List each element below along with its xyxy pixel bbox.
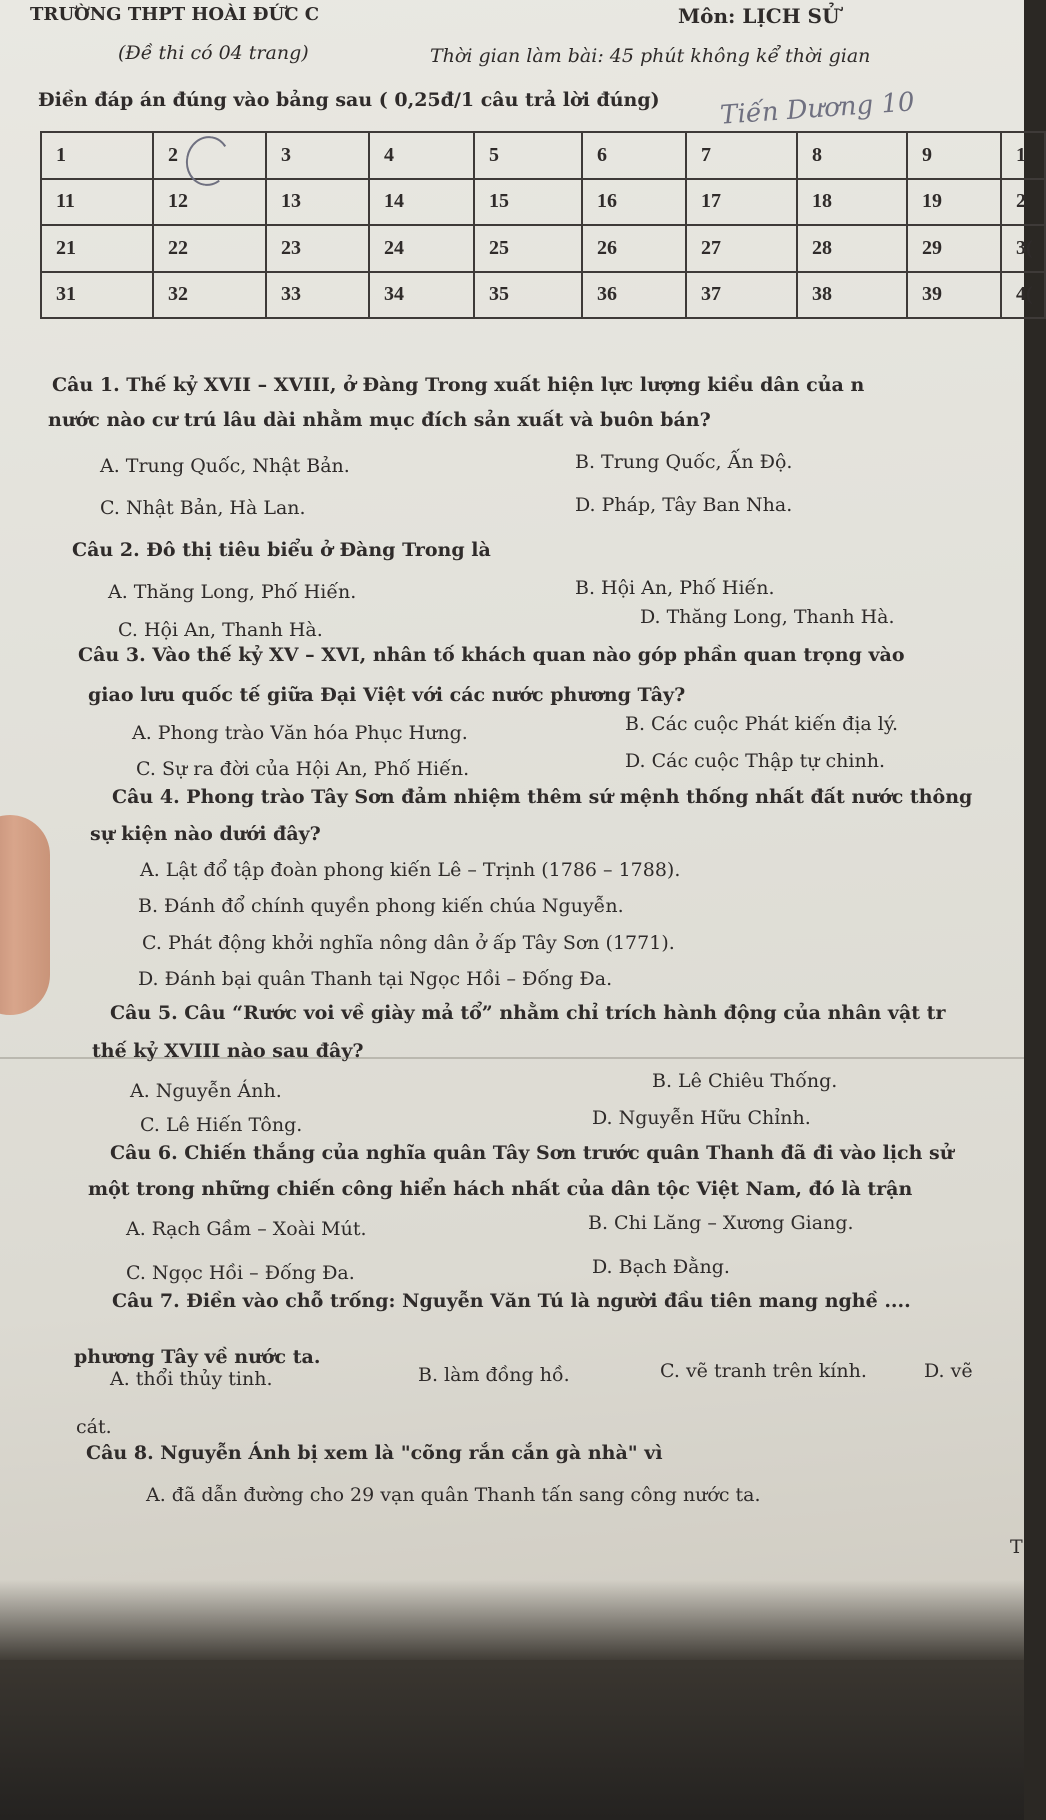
q6-stem-2: một trong những chiến công hiển hách nhất của dân tộc Việt Nam, đó là trận <box>88 1178 913 1200</box>
grid-cell[interactable]: 21 <box>41 225 153 272</box>
q7-option-b: B. làm đồng hồ. <box>418 1364 570 1386</box>
q1-option-d: D. Pháp, Tây Ban Nha. <box>575 494 793 516</box>
grid-row <box>41 179 1045 226</box>
q4-option-c: C. Phát động khởi nghĩa nông dân ở ấp Tây Sơn (1771). <box>142 932 675 954</box>
grid-cell[interactable]: 13 <box>266 179 369 226</box>
grid-cell[interactable]: 39 <box>907 272 1001 319</box>
grid-row <box>41 272 1045 319</box>
pages-note: (Đề thi có 04 trang) <box>118 42 309 64</box>
grid-cell[interactable]: 4 <box>369 132 474 179</box>
grid-cell[interactable]: 9 <box>907 132 1001 179</box>
grid-cell[interactable]: 3 <box>266 132 369 179</box>
q6-option-b: B. Chi Lăng – Xương Giang. <box>588 1212 854 1234</box>
grid-cell[interactable]: 2 <box>1001 179 1045 226</box>
q2-option-b: B. Hội An, Phố Hiến. <box>575 577 775 599</box>
q6-option-d: D. Bạch Đằng. <box>592 1256 730 1278</box>
grid-cell[interactable]: 16 <box>582 179 686 226</box>
grid-cell[interactable]: 8 <box>797 132 907 179</box>
q2-option-c: C. Hội An, Thanh Hà. <box>118 619 323 641</box>
q1-option-c: C. Nhật Bản, Hà Lan. <box>100 497 306 519</box>
page-fragment: T <box>1010 1536 1023 1558</box>
grid-cell[interactable]: 5 <box>474 132 582 179</box>
q8-stem-1: Câu 8. Nguyễn Ánh bị xem là "cõng rắn cắn gà nhà" vì <box>86 1442 663 1464</box>
grid-cell[interactable]: 33 <box>266 272 369 319</box>
q5-option-a: A. Nguyễn Ánh. <box>130 1080 282 1102</box>
grid-cell[interactable]: 2 <box>153 132 266 179</box>
q4-option-a: A. Lật đổ tập đoàn phong kiến Lê – Trịnh (1786 – 1788). <box>140 859 681 881</box>
q1-option-a: A. Trung Quốc, Nhật Bản. <box>100 455 350 477</box>
q8-option-a: A. đã dẫn đường cho 29 vạn quân Thanh tấn sang công nước ta. <box>146 1484 761 1506</box>
grid-cell[interactable]: 38 <box>797 272 907 319</box>
q3-option-b: B. Các cuộc Phát kiến địa lý. <box>625 713 899 735</box>
grid-cell[interactable]: 28 <box>797 225 907 272</box>
q7-option-a: A. thổi thủy tinh. <box>110 1368 273 1390</box>
grid-cell[interactable]: 4( <box>1001 272 1045 319</box>
q4-option-b: B. Đánh đổ chính quyền phong kiến chúa Nguyễn. <box>138 895 624 917</box>
grid-cell[interactable]: 24 <box>369 225 474 272</box>
grid-cell[interactable]: 37 <box>686 272 797 319</box>
q5-stem-2: thế kỷ XVIII nào sau đây? <box>92 1040 364 1062</box>
q3-option-d: D. Các cuộc Thập tự chinh. <box>625 750 885 772</box>
q4-stem-2: sự kiện nào dưới đây? <box>90 823 321 845</box>
q5-option-d: D. Nguyễn Hữu Chỉnh. <box>592 1107 811 1129</box>
grid-cell[interactable]: 11 <box>41 179 153 226</box>
q3-stem-2: giao lưu quốc tế giữa Đại Việt với các nước phương Tây? <box>88 684 686 706</box>
grid-cell[interactable]: 17 <box>686 179 797 226</box>
grid-cell[interactable]: 29 <box>907 225 1001 272</box>
q7-stem-1: Câu 7. Điền vào chỗ trống: Nguyễn Văn Tú là người đầu tiên mang nghề .... <box>112 1290 911 1312</box>
q4-option-d: D. Đánh bại quân Thanh tại Ngọc Hồi – Đống Đa. <box>138 968 613 990</box>
q7-option-d-cont: cát. <box>76 1416 112 1438</box>
handwritten-name: Tiến Dương 10 <box>719 87 916 131</box>
grid-cell[interactable]: 7 <box>686 132 797 179</box>
grid-cell[interactable]: 18 <box>797 179 907 226</box>
q6-option-c: C. Ngọc Hồi – Đống Đa. <box>126 1262 355 1284</box>
q5-option-b: B. Lê Chiêu Thống. <box>652 1070 838 1092</box>
grid-cell[interactable]: 34 <box>369 272 474 319</box>
grid-cell[interactable]: 36 <box>582 272 686 319</box>
q2-stem-1: Câu 2. Đô thị tiêu biểu ở Đàng Trong là <box>72 539 491 561</box>
grid-cell[interactable]: 1 <box>41 132 153 179</box>
grid-cell[interactable]: 23 <box>266 225 369 272</box>
q1-stem-2: nước nào cư trú lâu dài nhằm mục đích sản xuất và buôn bán? <box>48 409 711 431</box>
grid-cell[interactable]: 1 <box>1001 132 1045 179</box>
grid-cell[interactable]: 27 <box>686 225 797 272</box>
q3-option-a: A. Phong trào Văn hóa Phục Hưng. <box>132 722 468 744</box>
grid-cell[interactable]: 25 <box>474 225 582 272</box>
grid-cell[interactable]: 35 <box>474 272 582 319</box>
q2-option-a: A. Thăng Long, Phố Hiến. <box>108 581 357 603</box>
grid-cell[interactable]: 6 <box>582 132 686 179</box>
q1-stem-1: Câu 1. Thế kỷ XVII – XVIII, ở Đàng Trong xuất hiện lực lượng kiều dân của n <box>52 374 865 396</box>
q3-option-c: C. Sự ra đời của Hội An, Phố Hiến. <box>136 758 470 780</box>
grid-cell[interactable]: 14 <box>369 179 474 226</box>
q1-option-b: B. Trung Quốc, Ấn Độ. <box>575 451 793 473</box>
grid-cell[interactable]: 15 <box>474 179 582 226</box>
time-note: Thời gian làm bài: 45 phút không kể thời gian <box>430 45 871 67</box>
grid-row <box>41 225 1045 272</box>
grid-cell[interactable]: 31 <box>41 272 153 319</box>
q6-option-a: A. Rạch Gầm – Xoài Mút. <box>126 1218 367 1240</box>
subject-title: Môn: LỊCH SỬ <box>678 4 840 28</box>
grid-cell[interactable]: 32 <box>153 272 266 319</box>
q6-stem-1: Câu 6. Chiến thắng của nghĩa quân Tây Sơn trước quân Thanh đã đi vào lịch sử <box>110 1142 954 1164</box>
instruction: Điền đáp án đúng vào bảng sau ( 0,25đ/1 câu trả lời đúng) <box>38 89 660 111</box>
background-desk <box>0 1580 1024 1820</box>
school-name: TRƯỜNG THPT HOÀI ĐỨC C <box>30 4 320 25</box>
grid-cell[interactable]: 22 <box>153 225 266 272</box>
q4-stem-1: Câu 4. Phong trào Tây Sơn đảm nhiệm thêm sứ mệnh thống nhất đất nước thông <box>112 786 973 808</box>
q5-stem-1: Câu 5. Câu “Rước voi về giày mả tổ” nhằm chỉ trích hành động của nhân vật tr <box>110 1002 946 1024</box>
grid-cell[interactable]: 26 <box>582 225 686 272</box>
q7-stem-2: phương Tây về nước ta. <box>74 1346 321 1368</box>
grid-cell[interactable]: 3( <box>1001 225 1045 272</box>
q3-stem-1: Câu 3. Vào thế kỷ XV – XVI, nhân tố khách quan nào góp phần quan trọng vào <box>78 644 905 666</box>
q2-option-d: D. Thăng Long, Thanh Hà. <box>640 606 895 628</box>
grid-cell[interactable]: 12 <box>153 179 266 226</box>
finger <box>0 815 50 1015</box>
q5-option-c: C. Lê Hiến Tông. <box>140 1114 303 1136</box>
q7-option-d: D. vẽ <box>924 1360 973 1382</box>
grid-cell[interactable]: 19 <box>907 179 1001 226</box>
q7-option-c: C. vẽ tranh trên kính. <box>660 1360 867 1382</box>
